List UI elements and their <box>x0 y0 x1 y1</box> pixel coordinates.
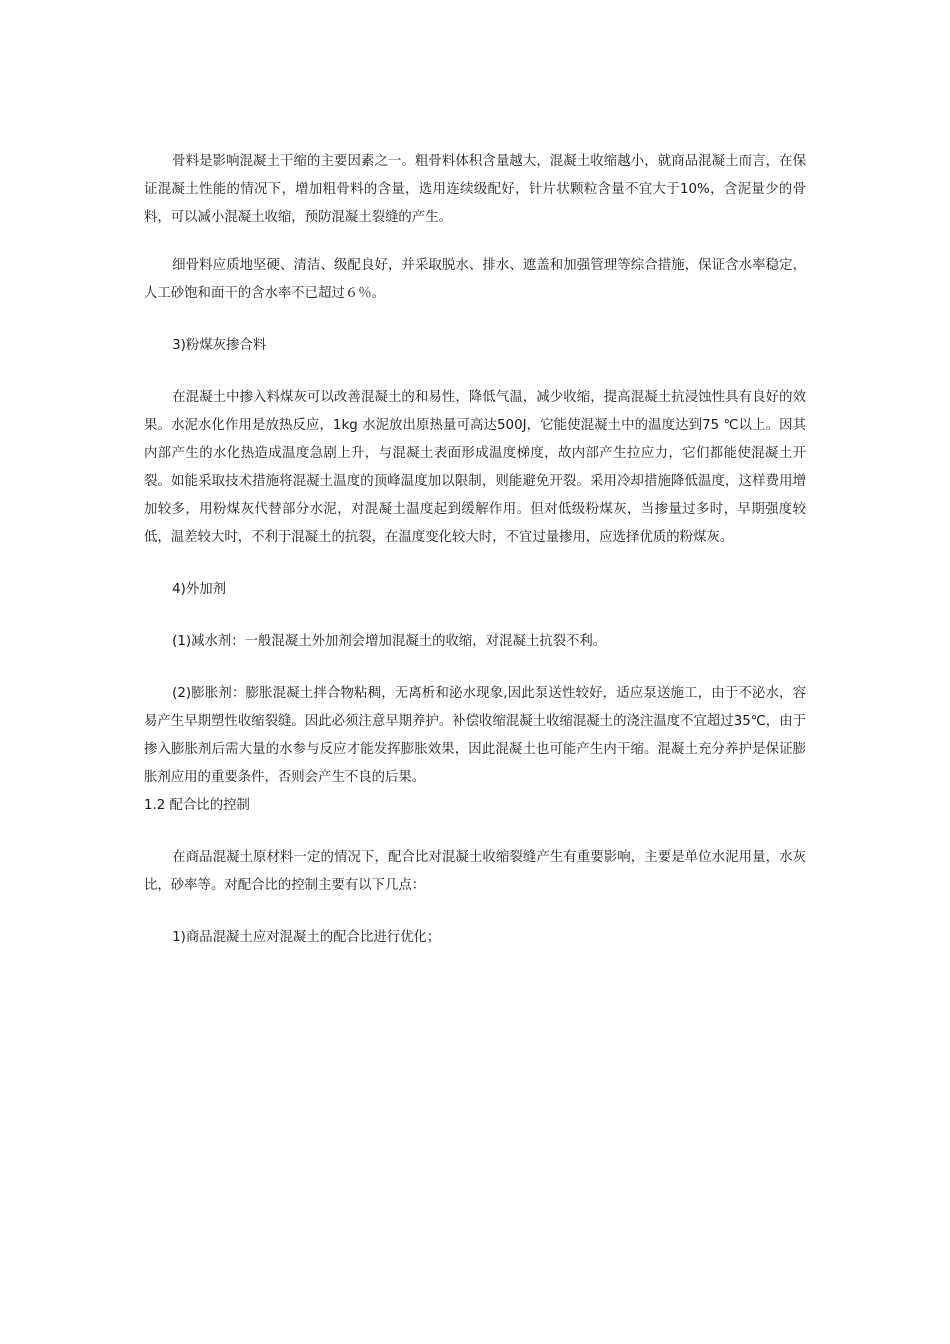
paragraph-aggregate-fine: 细骨料应质地坚硬、清洁、级配良好，并采取脱水、排水、遮盖和加强管理等综合措施，保证含水率稳定，人工砂饱和面干的含水率不已超过６％。 <box>144 258 806 301</box>
paragraph-mix-ratio: 在商品混凝土原材料一定的情况下，配合比对混凝土收缩裂缝产生有重要影响，主要是单位水泥用量，水灰比，砂率等。对配合比的控制主要有以下几点： <box>144 850 806 893</box>
section-heading-mix-ratio: 1.2 配合比的控制 <box>144 798 250 813</box>
paragraph-expansive-agent: (2)膨胀剂：膨胀混凝土拌合物粘稠，无离析和泌水现象,因此泵送性较好，适应泵送施工，由于不泌水，容易产生早期塑性收缩裂缝。因此必须注意早期养护。补偿收缩混凝土收缩混凝土的浇注温度不宜超过35℃，由于掺入膨胀剂后需大量的水参与反应才能发挥膨胀效果，因此混凝土也可能产生内干缩。混凝土充分养护是保证膨胀剂应用的重要条件，否则会产生不良的后果。 <box>144 686 806 785</box>
paragraph-water-reducer: (1)减水剂：一般混凝土外加剂会增加混凝土的收缩，对混凝土抗裂不利。 <box>172 634 607 649</box>
document-body <box>144 148 806 952</box>
paragraph-fly-ash: 在混凝土中掺入料煤灰可以改善混凝土的和易性，降低气温，减少收缩，提高混凝土抗浸蚀性具有良好的效果。水泥水化作用是放热反应，1kg 水泥放出原热量可高达500J，它能使混凝土中的温度达到75 ℃以上。因其内部产生的水化热造成温度急剧上升，与混凝土表面形成温度梯度，故内部产生拉应力，它们都能使混凝土开裂。如能采取技术措施将混凝土温度的顶峰温度加以限制，则能避免开裂。采用冷却措施降低温度，这样费用增加较多，用粉煤灰代替部分水泥，对混凝土温度起到缓解作用。但对低级粉煤灰，当掺量过多时，早期强度较低，温差较大时，不利于混凝土的抗裂，在温度变化较大时，不宜过量掺用，应选择优质的粉煤灰。 <box>144 390 806 545</box>
list-item-optimize-mix: 1)商品混凝土应对混凝土的配合比进行优化； <box>172 930 441 945</box>
subheading-fly-ash: 3)粉煤灰掺合料 <box>172 338 267 353</box>
paragraph-aggregate-coarse: 骨料是影响混凝土干缩的主要因素之一。粗骨料体积含量越大，混凝土收缩越小，就商品混凝土而言，在保证混凝土性能的情况下，增加粗骨料的含量，选用连续级配好，针片状颗粒含量不宜大于10%，含泥量少的骨料，可以减小混凝土收缩，预防混凝土裂缝的产生。 <box>144 154 806 225</box>
subheading-admixture: 4)外加剂 <box>172 582 227 597</box>
